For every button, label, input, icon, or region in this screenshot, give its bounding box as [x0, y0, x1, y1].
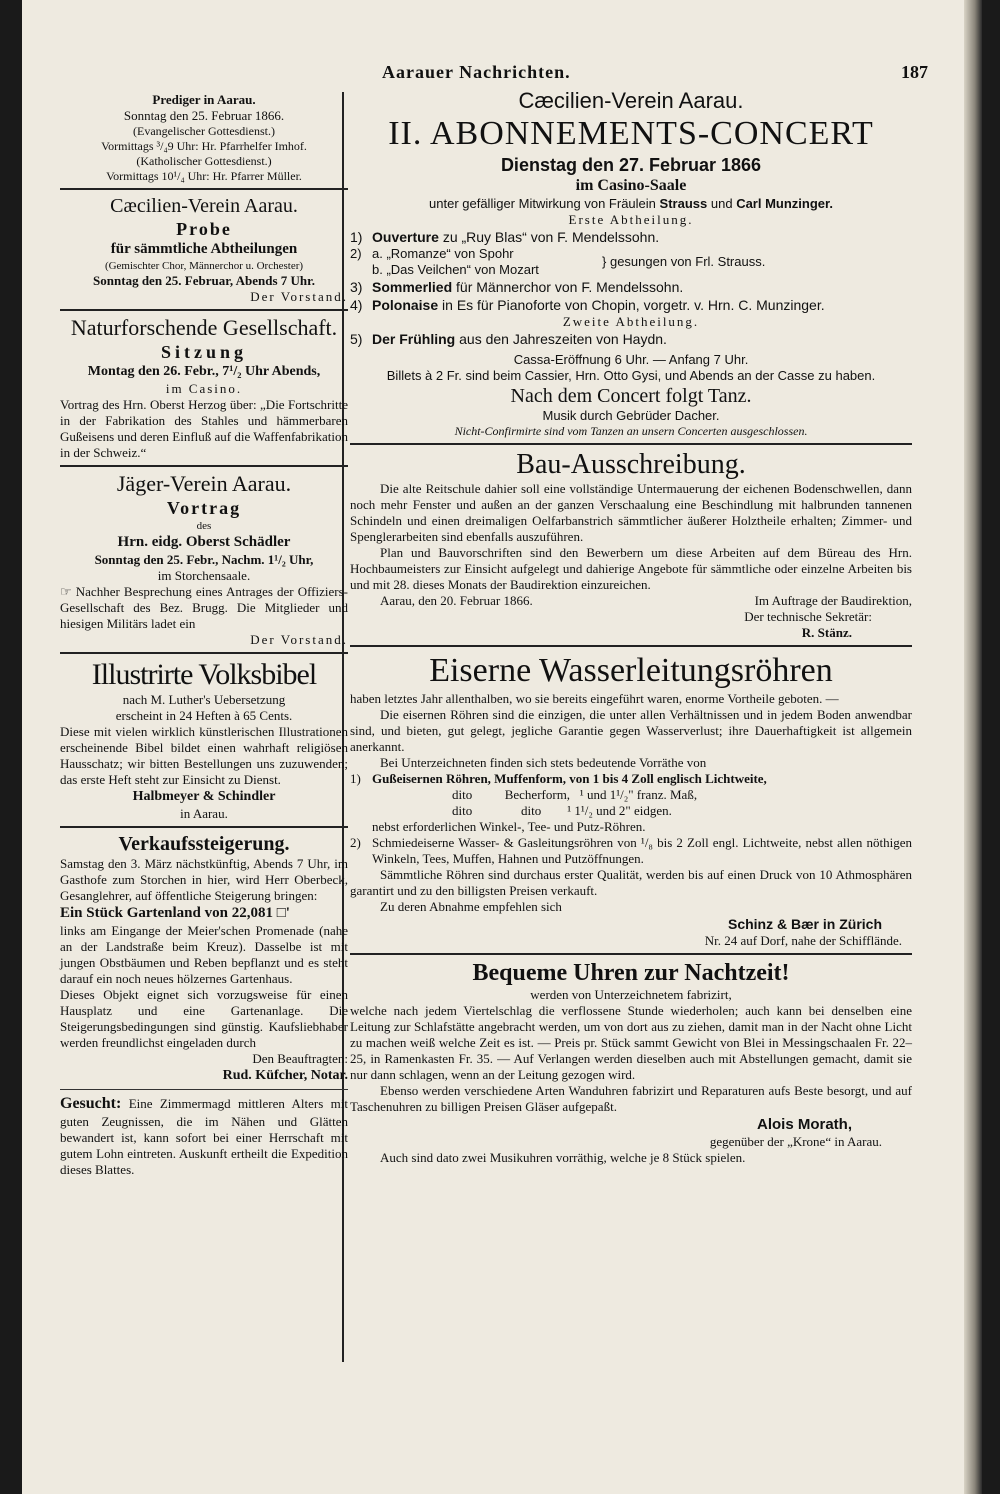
item-number: 2): [350, 246, 362, 261]
ad-volksbibel: [60, 658, 348, 822]
item-text: Schmiedeiserne Wasser- & Gasleitungsröhren von ¹/₈ bis 2 Zoll engl. Lichtweite, nebst allen nöthigen Winkeln, Tees, Muffen, Hahnen und Putzöffnungen.: [372, 835, 912, 866]
item-title: Der Frühling: [372, 331, 456, 347]
program-item-1: [350, 228, 912, 246]
bibel-line1: nach M. Luther's Uebersetzung: [122, 692, 286, 707]
bibel-sign: Halbmeyer & Schindler: [132, 789, 276, 804]
ad-uhren: [350, 959, 912, 1166]
gesucht-head: Gesucht:: [60, 1095, 122, 1112]
divider: [60, 1089, 348, 1090]
bau-text1: Die alte Reitschule dahier soll eine vollständige Untermauerung der eichenen Bodenschwellen, dann noch mehr Fenster und außen an der ganzen Verschaalung eine Beschindlung mit halbrunden tannenen Schindeln und einen dreimaligen Oelfarbanstrich sämmtlicher äußerer Holztheile erhalten; Zimmer- und Spenglerarbeiten sind ebenfalls auszuführen.: [350, 481, 912, 544]
ad-jaeger: [60, 471, 348, 648]
item-text: zu „Ruy Blas“ von F. Mendelssohn.: [442, 229, 660, 245]
left-column: [60, 92, 348, 1178]
concert-place: im Casino-Saale: [575, 177, 687, 194]
concert-title: II. ABONNEMENTS-CONCERT: [388, 115, 874, 152]
probe-sign: Der Vorstand.: [250, 289, 348, 304]
item-number: 1): [350, 229, 363, 245]
uhren-text2: Ebenso werden verschiedene Arten Wanduhren fabrizirt und Reparaturen aufs Beste besorgt, und auf Taschenuhren zu billigen Preisen Gläser aufgepaßt.: [350, 1083, 912, 1114]
probe-heading: Probe: [176, 219, 232, 239]
bibel-text: Diese mit vielen wirklich künstlerischen Illustrationen erscheinende Bibel bildet einen wahrhaft religiösen Hausschatz; wir bitten Bestellungen uns zuzuwenden; das erste Heft steht zur Einsicht zu Dienst.: [60, 724, 348, 787]
natur-text: Vortrag des Hrn. Oberst Herzog über: „Die Fortschritte in der Fabrikation des Stahles und hämmerbaren Gußeisens und deren Einfluß auf die Waffenfabrikation in der Schweiz.“: [60, 397, 348, 460]
item-text: gesungen von Frl. Strauss.: [609, 254, 766, 269]
item-text: für Männerchor von F. Mendelssohn.: [456, 279, 684, 295]
roehren-addr: Nr. 24 auf Dorf, nahe der Schifflände.: [704, 933, 902, 948]
concert-cassa: Cassa-Eröffnung 6 Uhr. — Anfang 7 Uhr.: [513, 352, 749, 367]
ad-naturforschende: [60, 315, 348, 461]
item-number: 3): [350, 279, 363, 295]
roehren-text2: Die eisernen Röhren sind die einzigen, die unter allen Verhältnissen und in jedem Boden anwendbar sind, und bieten, gut gelegt, jegliche Garantie gegen Wasserverlust; ihre Dauerhaftigkeit ist allgemein anerkannt.: [350, 707, 912, 754]
divider: [350, 443, 912, 445]
natur-sitzung: Sitzung: [160, 342, 248, 362]
ad-concert: [350, 88, 912, 439]
item-text: Gußeisernen Röhren, Muffenform, von 1 bis 4 Zoll englisch Lichtweite,: [372, 771, 767, 786]
concert-mitwirkung: [350, 196, 912, 212]
bau-sign2: Der technische Sekretär:: [744, 609, 872, 624]
divider: [60, 309, 348, 311]
prediger-ev: (Evangelischer Gottesdienst.): [133, 124, 275, 138]
probe-line1: für sämmtliche Abtheilungen: [110, 241, 298, 257]
verkauf-text2: links am Eingange der Meier'schen Promenade (nahe an der Landstraße beim Kreuz). Dasselbe ist mit jungen Obstbäumen und Reben bepflanzt und es steht darauf ein noch neues hölzernes Gartenhaus.: [60, 923, 348, 986]
divider: [60, 826, 348, 828]
item-title: Ouverture: [372, 229, 439, 245]
item-number: 2): [350, 835, 361, 850]
jaeger-des: des: [196, 520, 212, 532]
divider: [60, 465, 348, 467]
program-item-5: [350, 330, 912, 348]
item-title: Sommerlied: [372, 279, 453, 295]
bau-sign1: Im Auftrage der Baudirektion,: [754, 593, 912, 608]
ad-bauausschreibung: [350, 449, 912, 641]
concert-billets: Billets à 2 Fr. sind beim Cassier, Hrn. Otto Gysi, und Abends an der Casse zu haben.: [386, 368, 876, 383]
natur-place: im Casino.: [165, 381, 243, 396]
bau-date: Aarau, den 20. Februar 1866.: [380, 593, 533, 608]
program-item-4: [350, 296, 912, 314]
verkauf-title: Verkaufssteigerung.: [118, 833, 290, 855]
verkauf-text1: Samstag den 3. März nächstkünftig, Abends 7 Uhr, im Gasthofe zum Storchen in hier, wird Herr Oberbeck, Gesanglehrer, auf öffentliche Steigerung bringen:: [60, 856, 348, 903]
mitwirkung-strauss: Strauss: [659, 196, 708, 211]
roehren-text4: Sämmtliche Röhren sind durchaus erster Qualität, werden bis auf einen Druck von 10 Athmosphären garantirt und zu den billigsten Preisen verkauft.: [350, 867, 912, 898]
divider: [60, 652, 348, 654]
item-line-b: dito Becherform, ¹ und 1¹/₂" franz. Maß,: [452, 787, 698, 802]
program-item-2: 2) a. „Romanze“ von Spohr b. „Das Veilchen“ von Mozart } gesungen von Frl. Strauss.: [350, 246, 766, 277]
newspaper-page: [22, 0, 982, 1494]
gesucht-body: Eine Zimmermagd mittleren Alters mit guten Zeugnissen, die im Nähen und Glätten bewandert ist, kann sofort bei einer Herrschaft mit gutem Lohn eintreten. Auskunft ertheilt die Expedition dieses Blattes.: [60, 1096, 348, 1177]
roehren-text3: Bei Unterzeichneten finden sich stets bedeutende Vorräthe von: [380, 755, 707, 770]
jaeger-date: Sonntag den 25. Febr., Nachm. 1¹/₂ Uhr,: [94, 552, 314, 567]
item-number: 1): [350, 771, 361, 786]
prediger-kath-time: Vormittags 10¹/₄ Uhr: Hr. Pfarrer Müller.: [106, 169, 302, 183]
bau-sign3: R. Stänz.: [801, 625, 852, 640]
right-column: [350, 88, 912, 1166]
prediger-title: Prediger in Aarau.: [152, 92, 256, 107]
roehren-item-1: [350, 771, 912, 835]
concert-part2: Zweite Abtheilung.: [562, 314, 700, 329]
jaeger-text-body: Nachher Besprechung eines Antrages der Offiziers-Gesellschaft des Bez. Brugg. Die Mitglieder und hiesigen Militärs ladet ein: [60, 584, 348, 631]
probe-line2: (Gemischter Chor, Männerchor u. Orchester): [104, 260, 304, 272]
jaeger-sign: Der Vorstand.: [250, 632, 348, 647]
bibel-line2: erscheint in 24 Heften à 65 Cents.: [115, 708, 293, 723]
probe-line3: Sonntag den 25. Februar, Abends 7 Uhr.: [93, 273, 315, 288]
divider: [60, 188, 348, 190]
divider: [350, 645, 912, 647]
verkauf-sign1: Den Beauftragten:: [252, 1051, 348, 1066]
prediger-ev-time: Vormittags ³/₄9 Uhr: Hr. Pfarrhelfer Imhof.: [101, 139, 307, 153]
ad-caecilien-probe: [60, 194, 348, 305]
uhren-title: Bequeme Uhren zur Nachtzeit!: [472, 960, 790, 986]
uhren-addr: gegenüber der „Krone“ in Aarau.: [709, 1134, 882, 1149]
natur-date: Montag den 26. Febr., 7¹/₂ Uhr Abends,: [87, 364, 321, 379]
jaeger-text: [60, 584, 348, 632]
item-b: b. „Das Veilchen“ von Mozart: [372, 262, 539, 277]
concert-note: Nicht-Confirmirte sind vom Tanzen an unsern Concerten ausgeschlossen.: [454, 424, 808, 438]
mitwirkung-und: und: [710, 196, 733, 211]
jaeger-who: Hrn. eidg. Oberst Schädler: [117, 534, 291, 550]
bibel-place: in Aarau.: [180, 806, 228, 821]
roehren-title: Eiserne Wasserleitungsröhren: [429, 652, 833, 689]
caecilien-title: Cæcilien-Verein Aarau.: [110, 195, 298, 217]
concert-date: Dienstag den 27. Februar 1866: [500, 155, 762, 175]
prediger-kath: (Katholischer Gottesdienst.): [136, 154, 272, 168]
item-number: 5): [350, 331, 363, 347]
roehren-item-2: [350, 835, 912, 867]
concert-tanz: Nach dem Concert folgt Tanz.: [510, 385, 752, 407]
bau-text2: Plan und Bauvorschriften sind den Bewerbern um diese Arbeiten auf dem Büreau des Hrn. Hochbaumeisters zur Einsicht aufgelegt und dahierige Angebote für sämmtliche oder einzelne Arbeiten bis und mit 28. dieses Monats der Baudirektion einzureichen.: [350, 545, 912, 592]
verkauf-sign2: Rud. Küfcher, Notar.: [222, 1068, 348, 1083]
pointing-hand-icon: ☞: [60, 584, 76, 599]
verkauf-text3: Dieses Objekt eignet sich vorzugsweise für einen Hausplatz und eine Gartenanlage. Die Steigerungsbedingungen sind günstig. Kaufsliebhaber werden freundlichst eingeladen durch: [60, 987, 348, 1050]
concert-org: Cæcilien-Verein Aarau.: [518, 88, 744, 113]
item-title: Polonaise: [372, 297, 439, 313]
verkauf-bold: Ein Stück Gartenland von 22,081 □': [60, 905, 290, 921]
running-title: Aarauer Nachrichten.: [382, 62, 571, 82]
ad-prediger: [60, 92, 348, 184]
concert-part1: Erste Abtheilung.: [568, 212, 694, 227]
item-line-d: nebst erforderlichen Winkel-, Tee- und Putz-Röhren.: [372, 819, 646, 834]
ad-wasserleitungsroehren: [350, 651, 912, 949]
gesucht-text: [60, 1094, 348, 1178]
prediger-date: Sonntag den 25. Februar 1866.: [123, 108, 285, 123]
uhren-text1: welche nach jedem Viertelschlag die verflossene Stunde wiederholen; auch kann bei denselben eine Leitung zur Schlafstätte angebracht werden, um von dort aus zu ziehen, damit man in der Nacht ohne Licht zu machen weiß welche Zeit es ist. — Preis pr. Stück sammt Gewicht von Blei in Messingschaalen Fr. 22–25, in Ramenkasten Fr. 35. — Auf Verlangen werden dieselben auch mit Abstellungen gemacht, damit sie nur dann schlagen, wenn an der Leitung gezogen wird.: [350, 1003, 912, 1082]
page-edge: [964, 0, 982, 1494]
mitwirkung-pre: unter gefälliger Mitwirkung von Fräulein: [429, 196, 656, 211]
bau-footer: [350, 593, 912, 609]
roehren-sign: Schinz & Bær in Zürich: [727, 916, 882, 932]
ad-gesucht: [60, 1094, 348, 1178]
ad-verkaufssteigerung: [60, 832, 348, 1085]
bau-title: Bau-Ausschreibung.: [516, 449, 746, 480]
mitwirkung-munzinger: Carl Munzinger.: [736, 196, 833, 211]
roehren-text1: haben letztes Jahr allenthalben, wo sie bereits eingeführt waren, enorme Vortheile geboten. —: [350, 691, 839, 706]
item-text: in Es für Pianoforte von Chopin, vorgetr. v. Hrn. C. Munzinger.: [442, 297, 825, 313]
uhren-sign: Alois Morath,: [756, 1116, 852, 1133]
jaeger-place: im Storchensaale.: [157, 568, 251, 583]
concert-musik: Musik durch Gebrüder Dacher.: [542, 408, 720, 423]
item-line-c: dito dito ¹ 1¹/₂ und 2" eidgen.: [452, 803, 672, 818]
divider: [350, 953, 912, 955]
page-number: 187: [901, 62, 928, 82]
bibel-title: Illustrirte Volksbibel: [91, 658, 317, 691]
jaeger-vortrag: Vortrag: [166, 498, 242, 518]
item-a: a. „Romanze“ von Spohr: [372, 246, 514, 261]
natur-title: Naturforschende Gesellschaft.: [70, 315, 338, 340]
roehren-text5: Zu deren Abnahme empfehlen sich: [380, 899, 562, 914]
uhren-text3: Auch sind dato zwei Musikuhren vorräthig, welche je 8 Stück spielen.: [380, 1150, 746, 1165]
jaeger-title: Jäger-Verein Aarau.: [116, 471, 292, 496]
program-item-3: [350, 278, 912, 296]
item-number: 4): [350, 297, 363, 313]
uhren-sub: werden von Unterzeichnetem fabrizirt,: [530, 987, 732, 1002]
item-text: aus den Jahreszeiten von Haydn.: [459, 331, 667, 347]
